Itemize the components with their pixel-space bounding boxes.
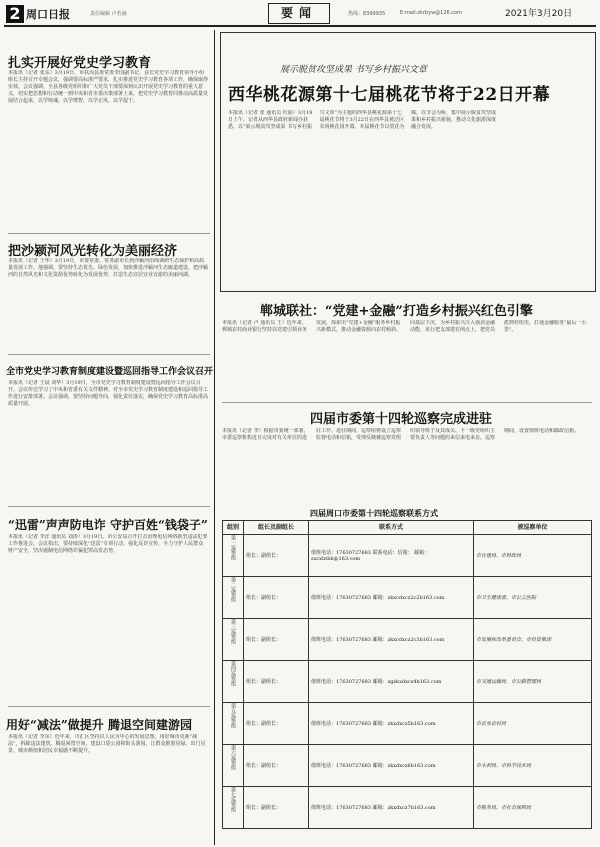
separator [222, 402, 592, 403]
row-contact: 值班电话：17630727683 邮箱：zkxdxcz5b163.com [309, 703, 474, 745]
left-headline-2: 把沙颍河风光转化为美丽经济 [8, 244, 178, 259]
paper-name: 周口日报 [26, 8, 70, 21]
row-contact: 值班电话：17630727683 邮箱：zkxdxcz6b163.com [309, 745, 474, 787]
row-contact: 值班电话：17630727683 邮箱：zkxcdxcz2c2b163.com [309, 577, 474, 619]
row-contact: 值班电话：17630727683 联系电话：信箱： 邮箱：sxcxhtbk@163.com [309, 535, 474, 577]
row-unit: 市发展和改革委员会、市投资集团 [474, 619, 592, 661]
table-row [223, 661, 592, 703]
masthead-rule [4, 25, 596, 27]
row-group: 第五巡察组 [223, 703, 244, 745]
table-header-unit: 被巡察单位 [474, 521, 592, 535]
row-group: 第六巡察组 [223, 745, 244, 787]
table-row [223, 703, 592, 745]
row-contact: 值班电话：17630727683 邮箱：zgzkxdxcz4b163.com [309, 661, 474, 703]
row-group: 第七巡察组 [223, 787, 244, 829]
hotline: 热线：8399935 [348, 11, 386, 17]
story3-body: 本报讯（记者 李）根据市委统一部署，市委巡察机构近日完成对有关单位的进驻工作。进驻期间，巡察组将设立巡察监督电话和信箱，受理反映被巡察党组织领导班子及其成员、下一级党组织主要负责人等问题的来信来电来访。巡察期间，设置值班电话和邮政信箱。 [222, 428, 580, 441]
row-unit: 市住建局、市财政局 [474, 535, 592, 577]
table-header-group: 组别 [223, 521, 244, 535]
table-row [223, 577, 592, 619]
left-article-1-body: 本报讯（记者 张东）3月19日，市扶沟县委常委李国副书记，县长党史学习教育领导小组组长主持召开专题会议，强调要高标准严要求，扎实推进党史学习教育各项工作，确保取得实效。会议强调，全县各级党组织和广大党员干部要深刻认识开展党史学习教育的重大意义，切实把思想和行动统一到中央和省市委决策部署上来，把党史学习教育同推动高质量发展结合起来，以学铸魂、以学增智、以学正风、以学促干。 [8, 70, 208, 104]
row-unit: 市税务局、市社会保障局 [474, 787, 592, 829]
story2-body: 本报讯（记者 卢 通讯员 王）近年来，郸城农村商业银行坚持以党建引领业务发展，探索出“党建+金融”服务乡村振兴新模式，推动金融资源向农村倾斜、向基层下沉，为乡村振兴注入强劲金融动能。该行把支部建在网点上，把党员派到村组里，打通金融服务“最后一公里”。 [222, 320, 587, 333]
row-group: 第四巡察组 [223, 661, 244, 703]
row-leaders: 组长：副组长： [244, 577, 309, 619]
inspection-contact-table [222, 520, 592, 829]
row-unit: 市水利局、市科学技术局 [474, 745, 592, 787]
editor-line: 责任编辑 卢若涵 [90, 11, 127, 17]
row-leaders: 组长：副组长： [244, 619, 309, 661]
section-title: 要闻 [268, 3, 330, 24]
separator [8, 706, 210, 707]
feature-headline: 西华桃花源第十七届桃花节将于22日开幕 [228, 85, 551, 105]
row-leaders: 组长：副组长： [244, 703, 309, 745]
left-headline-3: 全市党史学习教育制度建设暨巡回指导工作会议召开 [6, 367, 214, 377]
table-row [223, 745, 592, 787]
row-unit: 市交通运输局、市公路管理局 [474, 661, 592, 703]
separator [8, 506, 210, 507]
left-headline-5: 用好“减法”做提升 腾退空间建游园 [6, 718, 192, 732]
table-caption: 四届周口市委第十四轮巡察联系方式 [310, 508, 438, 518]
table-row [223, 535, 592, 577]
left-headline-1: 扎实开展好党史学习教育 [8, 56, 152, 71]
separator [8, 354, 210, 355]
left-article-2-body: 本报讯（记者 王华）3月19日，市委常委、常务副市长到沙颍河沿线调研生态保护和高质量发展工作。他强调，要坚持生态优先、绿色发展，加快推进沙颍河生态廊道建设，把沙颍河的自然风光和文化资源优势转化为发展优势，打造生态宜居宜业宜游的美丽河湖。 [8, 258, 208, 278]
left-article-4-body: 本报讯（记者 李洋 通讯员 刘涛）3月19日，市公安局召开打击治理电信网络新型违法犯罪工作推进会。会议指出，要持续深化“迅雷”专项行动，强化反诈宣传，全力守护人民群众财产安全，坚决遏制电信网络诈骗犯罪高发态势。 [8, 534, 208, 554]
row-leaders: 组长：副组长： [244, 661, 309, 703]
left-article-3-body: 本报讯（记者 王晨 刘华）3月19日，全市党史学习教育制度建设暨巡回指导工作会议召开。会议传达学习了中央和省委有关文件精神，对全市党史学习教育制度建设和巡回指导工作进行安排部署。会议强调，要坚持问题导向，强化责任落实，确保党史学习教育高标准高质量开展。 [8, 380, 208, 407]
row-contact: 值班电话：17630727683 邮箱：zkxcdxcz2c3b163.com [309, 619, 474, 661]
column-divider [214, 30, 215, 845]
row-unit: 市农业农村局 [474, 703, 592, 745]
left-headline-4: “迅雷”声声防电诈 守护百姓“钱袋子” [8, 518, 208, 532]
row-leaders: 组长：副组长： [244, 787, 309, 829]
email: E-mail:zkrbyw@126.com [400, 10, 462, 16]
row-unit: 市卫生健康委、市公立医院 [474, 577, 592, 619]
page-number: 2 [6, 5, 24, 23]
table-header-leaders: 组长及副组长 [244, 521, 309, 535]
row-group: 第三巡察组 [223, 619, 244, 661]
table-row [223, 619, 592, 661]
row-contact: 值班电话：17630727683 邮箱：zkxdxcz7b163.com [309, 787, 474, 829]
row-leaders: 组长：副组长： [244, 745, 309, 787]
row-group: 第一巡察组 [223, 535, 244, 577]
table-header-contact: 联系方式 [309, 521, 474, 535]
left-article-5-body: 本报讯（记者 李东）近年来，川汇区坚持以人民为中心的发展思想，用好城市更新“减法”，拆除违法建筑，腾退闲置空间，建设口袋公园和街头游园，让群众推窗见绿、出门见景，城市颜值和居民幸福感不断提升。 [8, 734, 206, 754]
story3-headline: 四届市委第十四轮巡察完成进驻 [310, 412, 493, 427]
issue-date: 2021年3月20日 [505, 9, 573, 19]
separator [8, 233, 210, 234]
story2-headline: 郸城联社：“党建+金融”打造乡村振兴红色引擎 [260, 304, 533, 319]
row-leaders: 组长：副组长： [244, 535, 309, 577]
table-row [223, 787, 592, 829]
feature-kicker: 展示脱贫攻坚成果 书写乡村振兴文章 [280, 65, 427, 75]
row-group: 第二巡察组 [223, 577, 244, 619]
feature-body: 本报讯（记者 张 通讯员 杜丽）3月19日上午，记者从西华县政府新闻办获悉，以“展示脱贫攻坚成果 书写乡村振兴文章”为主题的西华县桃花源第十七届桃花节将于3月22日在西华县黄泛区农场桃花园开幕。本届桃花节以赏花为媒，以节会为桥，集中展示脱贫攻坚成果和乡村振兴新貌，推动文化旅游深度融合发展。 [228, 110, 497, 130]
table-header-row [223, 521, 592, 535]
